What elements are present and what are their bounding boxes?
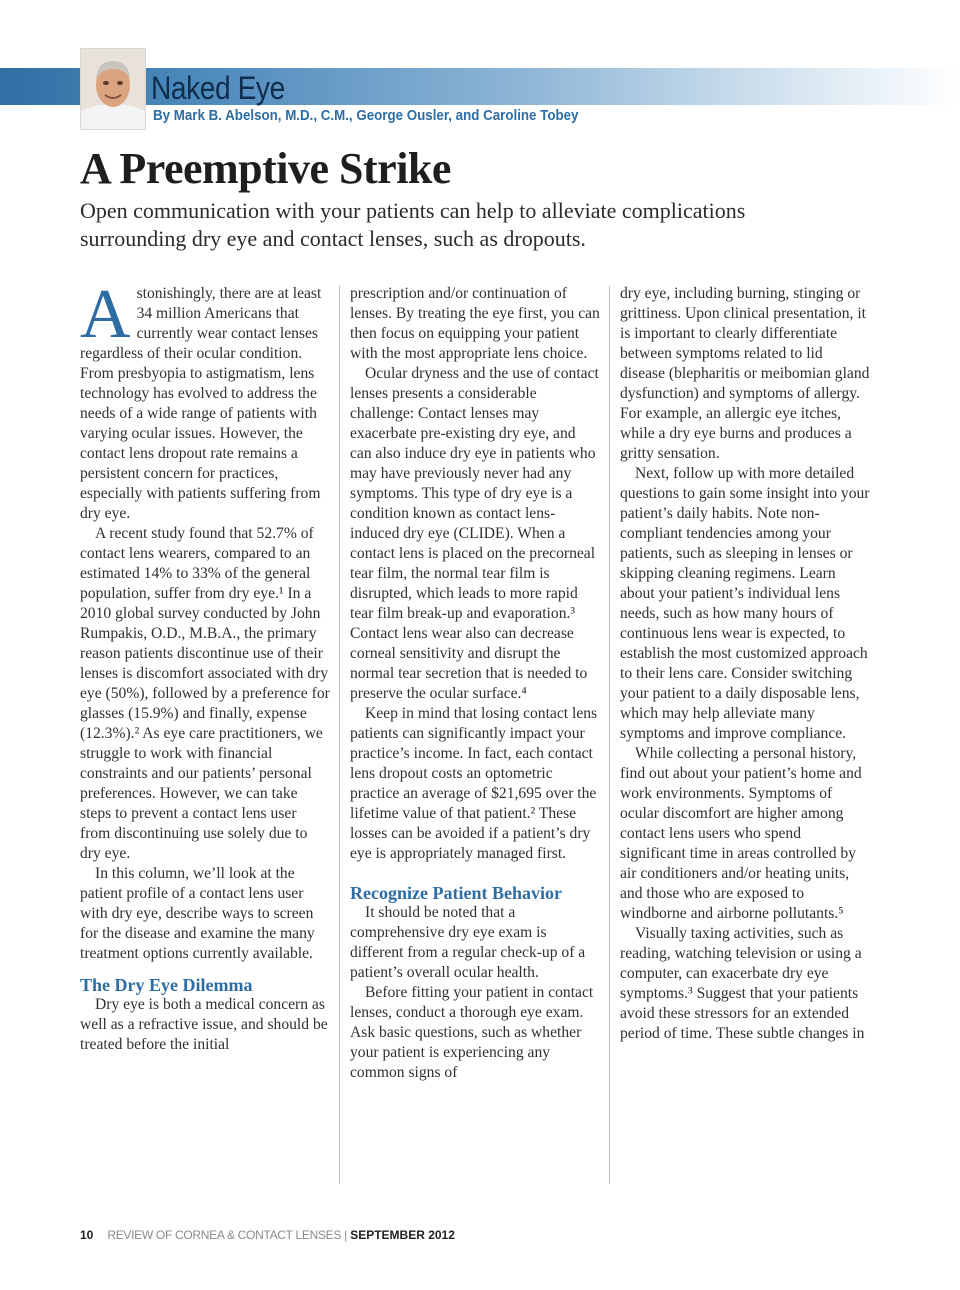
paragraph: Visually taxing activities, such as reading, watching television or using a computer, can exacerbate dry eye symptoms.³ Suggest that your patients avoid these stressors for an extended period of time. These subtle changes in [620,925,865,1042]
column-divider [609,286,610,1184]
text-column-1 [80,276,330,1055]
section-heading: The Dry Eye Dilemma [80,975,253,995]
text-column-3 [620,284,870,1044]
drop-cap: A [80,276,131,353]
publication-name: REVIEW OF CORNEA & CONTACT LENSES [107,1228,342,1242]
paragraph [80,276,330,524]
paragraph: A recent study found that 52.7% of contact lens wearers, compared to an estimated 14% to 33% of the general population, suffer from dry eye.¹ In a 2010 global survey conducted by John Rumpakis, O.D., M.B.A., the primary reason patients discontinue use of their lenses is discomfort associated with dry eye (50%), followed by a preference for glasses (15.9%) and finally, expense (12.3%).² As eye care practitioners, we struggle to work with financial constraints and our patients’ personal preferences. However, we can take steps to prevent a contact lens user from discontinuing use solely due to dry eye. [80,525,330,862]
column-name: Naked Eye [151,70,285,106]
paragraph: In this column, we’ll look at the patient profile of a contact lens user with dry eye, describe ways to screen for the disease and examine the many treatment options currently available. [80,865,315,962]
footer-separator: | [344,1228,348,1242]
author-portrait-icon [81,49,145,129]
article-title: A Preemptive Strike [80,144,451,193]
page-number: 10 [80,1228,94,1242]
column-divider [339,286,340,1184]
paragraph-text: stonishingly, there are at least 34 million Americans that currently wear contact lenses regardless of their ocular condition. From presbyopia to astigmatism, lens technology has evolved to address the needs of a wide range of patients with varying ocular issues. However, the contact lens dropout rate remains a persistent concern for practices, especially with patients suffering from dry eye. [80,285,322,522]
paragraph: Dry eye is both a medical concern as well as a refractive issue, and should be treated before the initial [80,996,328,1053]
text-column-2 [350,284,600,1083]
paragraph: Ocular dryness and the use of contact lenses presents a considerable challenge: Contact lenses may exacerbate pre-existing dry eye, and can also induce dry eye in patients who may have previously never had any symptoms. This type of dry eye is a condition known as contact lens-induced dry eye (CLIDE). When a contact lens is placed on the precorneal tear film, the normal tear film is disrupted, which leads to more rapid tear film break-up and evaporation.³ Contact lens wear also can decrease corneal sensitivity and disrupt the normal tear secretion that is needed to preserve the ocular surface.⁴ [350,365,599,702]
paragraph: While collecting a personal history, find out about your patient’s home and work environments. Symptoms of ocular discomfort are higher among contact lens users who spend significant time in areas controlled by air conditioners and/or heating units, and those who are exposed to windborne and airborne pollutants.⁵ [620,745,862,922]
paragraph: Before fitting your patient in contact lenses, conduct a thorough eye exam. Ask basic questions, such as whether your patient is experiencing any common signs of [350,984,594,1081]
paragraph: Keep in mind that losing contact lens patients can significantly impact your practice’s income. In fact, each contact lens dropout costs an optometric practice an average of $21,695 over the lifetime value of that patient.² These losses can be avoided if a patient’s dry eye is appropriately managed first. [350,705,598,862]
issue-date: SEPTEMBER 2012 [350,1228,455,1242]
byline: By Mark B. Abelson, M.D., C.M., George Ousler, and Caroline Tobey [153,108,579,124]
page-footer [80,1228,455,1242]
paragraph: It should be noted that a comprehensive dry eye exam is different from a regular check-up of a patient’s overall ocular health. [350,904,586,981]
section-heading: Recognize Patient Behavior [350,883,562,903]
paragraph: Next, follow up with more detailed questions to gain some insight into your patient’s daily habits. Note non-compliant tendencies among your patients, such as sleeping in lenses or skipping cleaning regimens. Learn about your patient’s individual lens needs, such as how many hours of continuous lens wear is expected, to establish the most customized approach to their lens care. Consider switching your patient to a daily disposable lens, which may help alleviate many symptoms and improve compliance. [620,465,870,742]
author-photo [80,48,146,130]
paragraph: dry eye, including burning, stinging or grittiness. Upon clinical presentation, it is important to clearly differentiate between symptoms related to lid disease (blepharitis or meibomian gland dysfunction) and symptoms of allergy. For example, an allergic eye itches, while a dry eye burns and produces a gritty sensation. [620,285,870,462]
article-subtitle: Open communication with your patients can help to alleviate complications surrounding dry eye and contact lenses, such as dropouts. [80,198,746,251]
paragraph: prescription and/or continuation of lenses. By treating the eye first, you can then focus on equipping your patient with the most appropriate lens choice. [350,285,600,362]
